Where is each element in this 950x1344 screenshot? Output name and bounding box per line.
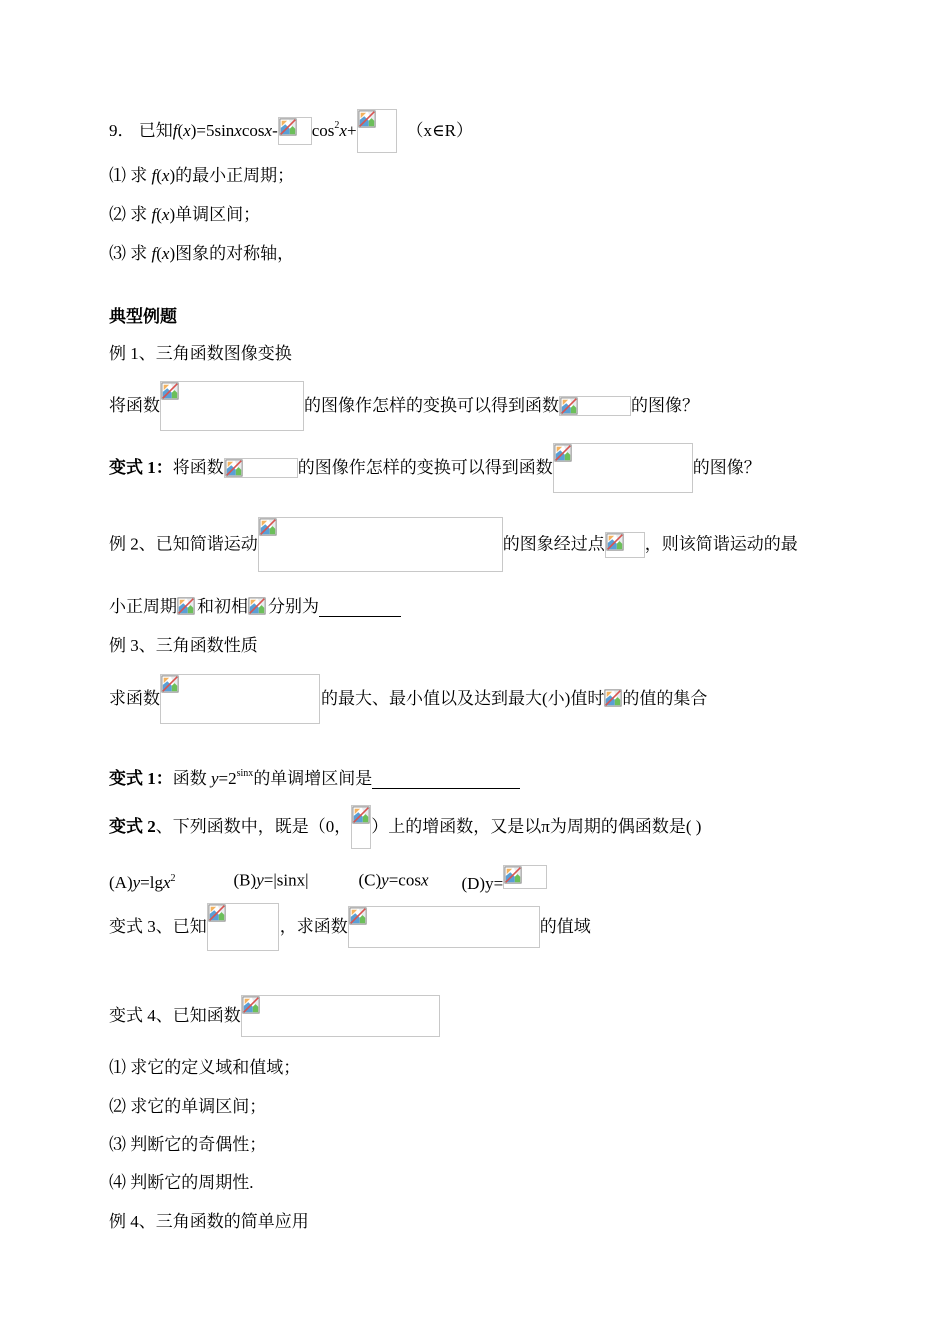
- q9-line: 9． 已知f(x)=5sinxcosx- $\cos^2x+$ （x∈R）: [109, 109, 473, 153]
- variant-4-part-3: ⑶ 判断它的奇偶性；: [109, 1135, 267, 1154]
- broken-image-icon: [604, 689, 622, 709]
- variant-4-part-4: ⑷ 判断它的周期性.: [109, 1173, 254, 1192]
- broken-image-icon: [553, 443, 693, 493]
- example-2-line-2: 小正周期 和初相 分别为: [109, 594, 401, 619]
- example-3-variant-3: 变式 3、已知 ，求函数 的值域: [109, 903, 591, 951]
- broken-image-icon: [348, 906, 540, 948]
- broken-image-icon: [160, 674, 320, 724]
- example-3-line: 求函数 的最大、最小值以及达到最大(小)值时 的值的集合: [109, 674, 707, 724]
- q9-part-2: ⑵ 求 f(x)单调区间；: [109, 205, 261, 225]
- q9-part-1: ⑴ 求 f(x)的最小正周期；: [109, 166, 295, 186]
- example-1-variant-1: 变式 1：将函数 的图像作怎样的变换可以得到函数 的图像？: [109, 443, 761, 493]
- option-a: (A)y=lgx$^2$: [109, 872, 176, 892]
- q9-part-3: ⑶ 求 f(x)图象的对称轴，: [109, 244, 295, 264]
- example-1-line: 将函数 的图像作怎样的变换可以得到函数 的图像？: [109, 381, 699, 431]
- example-3-variant-4: 变式 4、已知函数: [109, 995, 440, 1037]
- broken-image-icon: [559, 396, 631, 416]
- option-c: (C)y=cosx: [358, 870, 429, 890]
- q9-number: 9．: [109, 121, 135, 140]
- broken-image-icon: [503, 865, 547, 889]
- broken-image-icon: [278, 117, 312, 145]
- broken-image-icon: [351, 805, 371, 849]
- broken-image-icon: [207, 903, 279, 951]
- broken-image-icon: [160, 381, 304, 431]
- broken-image-icon: [241, 995, 440, 1037]
- answer-blank[interactable]: [319, 598, 401, 617]
- example-3-title: 例 3、三角函数性质: [109, 636, 258, 655]
- example-3-variant-1: 变式 1：函数 $y=2^{sinx}$的单调增区间是: [109, 762, 520, 791]
- answer-blank[interactable]: [372, 770, 520, 789]
- broken-image-icon: [224, 458, 298, 478]
- broken-image-icon: [177, 597, 197, 617]
- broken-image-icon: [605, 532, 645, 558]
- variant-4-part-1: ⑴ 求它的定义域和值域；: [109, 1058, 301, 1077]
- broken-image-icon: [357, 109, 397, 153]
- example-3-options: [109, 865, 547, 896]
- variant-4-part-2: ⑵ 求它的单调区间；: [109, 1097, 267, 1116]
- broken-image-icon: [248, 597, 268, 617]
- example-2-line-1: 例 2、已知简谐运动 的图象经过点 ，则该简谐运动的最: [109, 517, 798, 572]
- option-b: (B)y=|sinx|: [233, 870, 309, 890]
- option-d: (D)y=: [461, 874, 547, 893]
- example-4-title: 例 4、三角函数的简单应用: [109, 1212, 309, 1231]
- example-1-title: 例 1、三角函数图像变换: [109, 344, 292, 363]
- example-3-variant-2: 变式 2、下列函数中，既是（0， ）上的增函数，又是以π为周期的偶函数是( ): [109, 805, 701, 849]
- section-title: 典型例题: [109, 307, 177, 326]
- broken-image-icon: [258, 517, 503, 572]
